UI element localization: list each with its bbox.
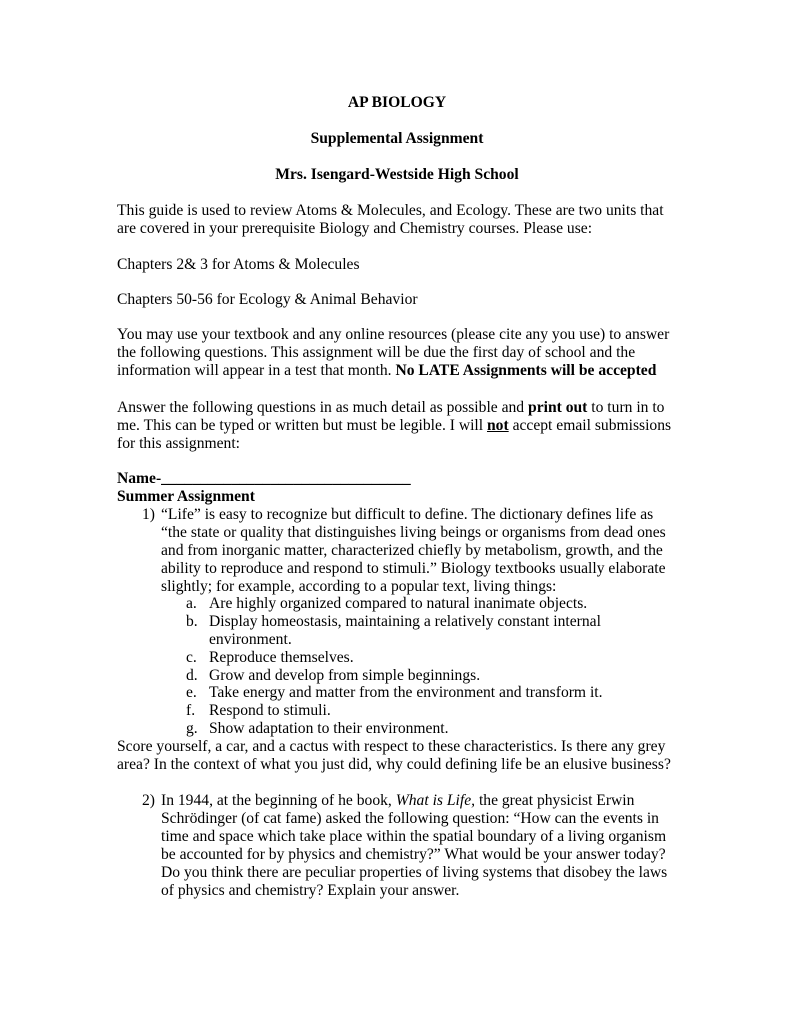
question-2-text-end: the great physicist Erwin Schrödinger (of cat fame) asked the following question: “How can the events in time and space which take place within the spatial boundary of a living organism be accounted for by physics and chemistry?” What would be your answer today? Do you think there are peculiar properties of living systems that disobey the laws of physics and chemistry? Explain your answer. xyxy=(161,792,668,899)
answer-text-middle: to turn in to me. This can be typed or written but must be legible. I will xyxy=(117,399,665,434)
answer-text-end: accept email submissions for this assignment: xyxy=(117,417,672,452)
list-item-letter: c. xyxy=(186,649,197,666)
name-line: Name-________________________________ xyxy=(117,470,411,487)
list-item: Are highly organized compared to natural inanimate objects. xyxy=(209,595,588,612)
list-item: Show adaptation to their environment. xyxy=(209,720,449,737)
list-item-letter: e. xyxy=(186,684,197,701)
question-2-text-start: In 1944, at the beginning of he book, xyxy=(161,792,392,809)
section-title: Summer Assignment xyxy=(117,488,255,505)
question-2-text xyxy=(161,792,676,900)
book-title: What is Life, xyxy=(395,792,476,809)
list-item-letter: a. xyxy=(186,595,197,612)
chapters-atoms: Chapters 2& 3 for Atoms & Molecules xyxy=(117,256,360,273)
resources-paragraph xyxy=(117,326,677,380)
intro-paragraph: This guide is used to review Atoms & Molecules, and Ecology. These are two units that are covered in your prerequisite Biology and Chemistry courses. Please use: xyxy=(117,202,664,237)
question-1-followup: Score yourself, a car, and a cactus with respect to these characteristics. Is there any grey area? In the context of what you just did, why could defining life be an elusive business? xyxy=(117,738,671,773)
list-item-letter: d. xyxy=(186,667,198,684)
list-item: Reproduce themselves. xyxy=(209,649,354,666)
course-title: AP BIOLOGY xyxy=(347,94,447,111)
late-warning: No LATE Assignments will be accepted xyxy=(395,362,657,379)
question-1-number: 1) xyxy=(142,506,155,523)
teacher-title: Mrs. Isengard-Westside High School xyxy=(275,166,519,183)
assignment-title: Supplemental Assignment xyxy=(310,130,484,147)
chapters-ecology: Chapters 50-56 for Ecology & Animal Behavior xyxy=(117,291,418,308)
resources-text: You may use your textbook and any online resources (please cite any you use) to answer the following questions. This assignment will be due the first day of school and the information will appear in a test that month. xyxy=(117,326,670,379)
list-item: Grow and develop from simple beginnings. xyxy=(209,667,481,684)
answer-paragraph xyxy=(117,399,677,453)
question-2-number: 2) xyxy=(142,792,155,809)
list-item: Take energy and matter from the environment and transform it. xyxy=(209,684,603,701)
not-emphasis: not xyxy=(487,417,509,434)
print-out-emphasis: print out xyxy=(528,399,588,416)
list-item-letter: g. xyxy=(186,720,198,737)
question-1-text: “Life” is easy to recognize but difficult to define. The dictionary defines life as “the state or quality that distinguishes living beings or organisms from dead ones and from inorganic matter, characterized chiefly by metabolism, growth, and the ability to reproduce and respond to stimuli.” Biology textbooks usually elaborate slightly; for example, according to a popular text, living things: xyxy=(161,506,666,595)
answer-text-start: Answer the following questions in as much detail as possible and xyxy=(117,399,525,416)
list-item: Display homeostasis, maintaining a relatively constant internal environment. xyxy=(209,613,601,648)
list-item-letter: f. xyxy=(186,702,196,719)
list-item: Respond to stimuli. xyxy=(209,702,331,719)
list-item-letter: b. xyxy=(186,613,198,630)
